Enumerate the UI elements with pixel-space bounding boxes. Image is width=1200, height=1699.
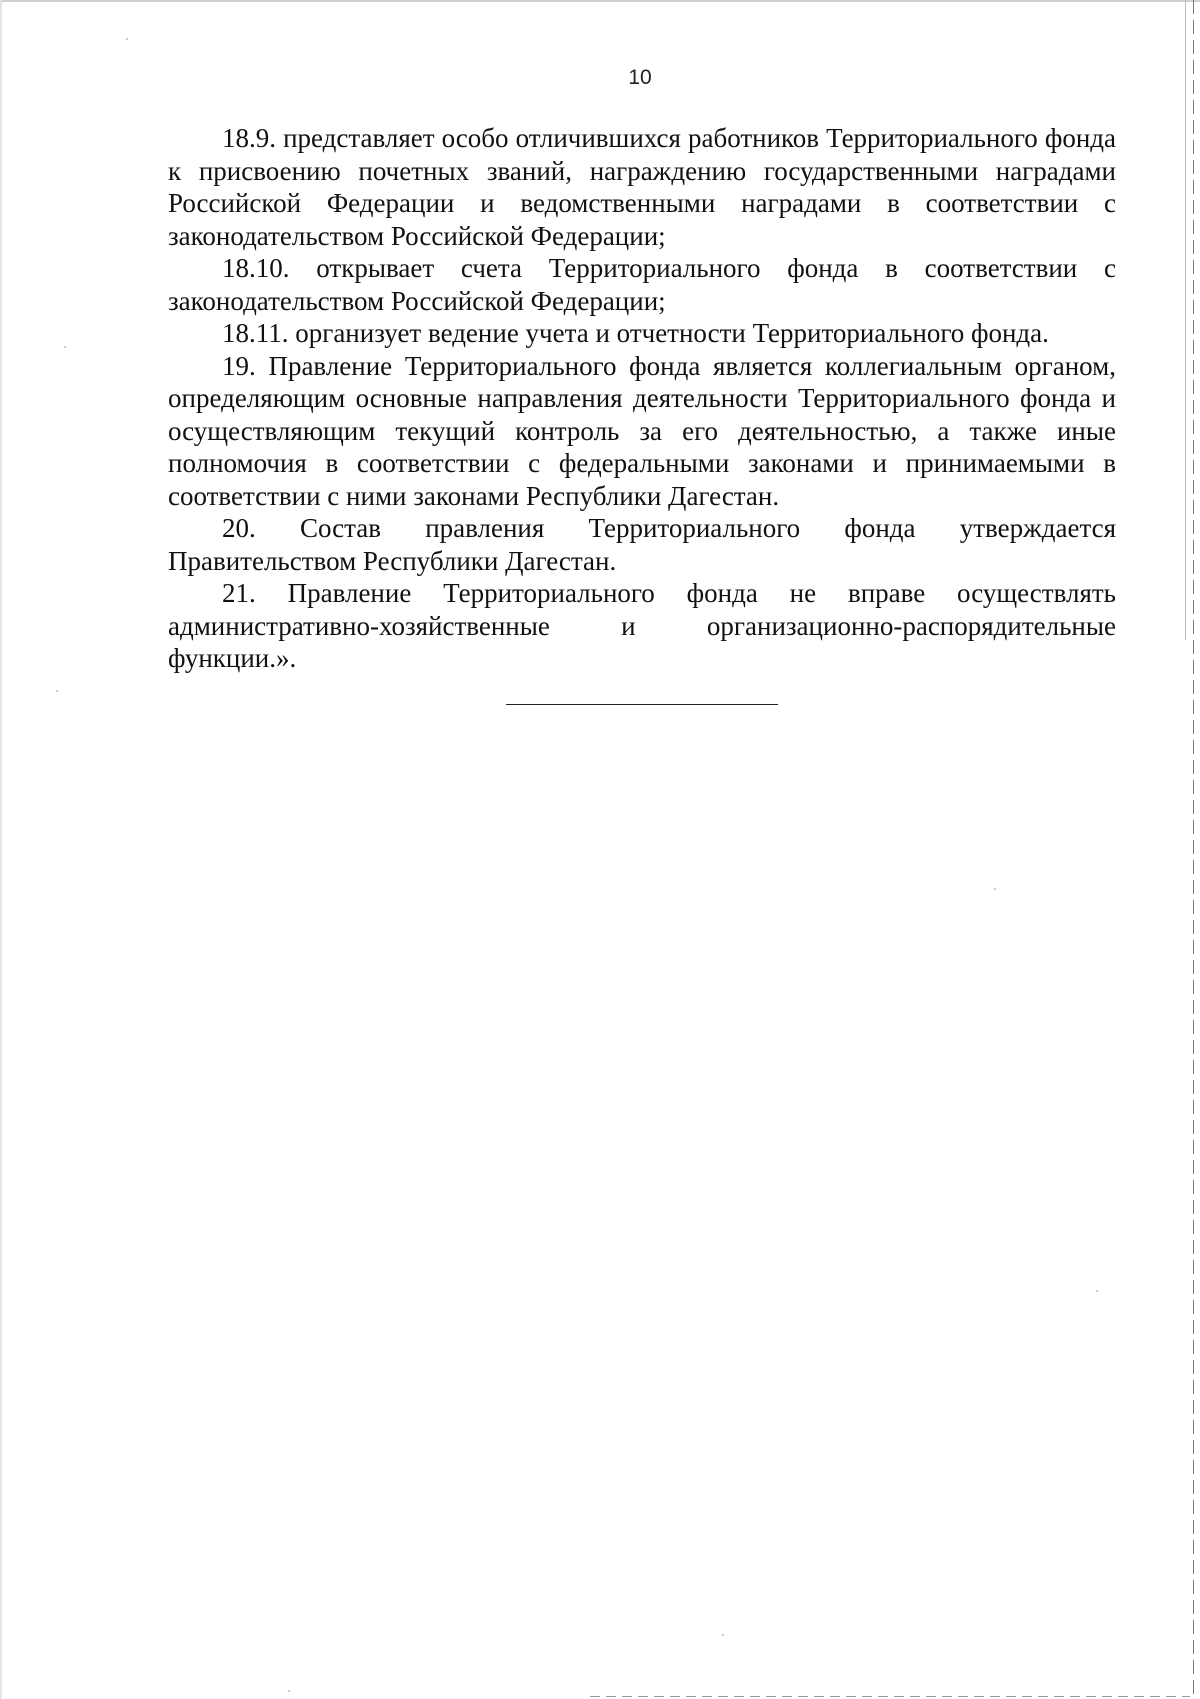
page-number: 10 [628, 66, 652, 89]
paragraph-19: 19. Правление Территориального фонда является коллегиальным органом, определяющим основные направления деятельности Территориального фонда и осуществляющим текущий контроль за его деятельностью, а также иные полномочия в соответствии с федеральными законами и принимаемыми в соответствии с ними законами Республики Дагестан. [168, 350, 1116, 511]
paragraph-20: 20. Состав правления Территориального фонда утверждается Правительством Республики Дагестан. [168, 513, 1116, 576]
paragraph-18-9: 18.9. представляет особо отличившихся работников Территориального фонда к присвоению почетных званий, награждению государственными наградами Российской Федерации и ведомственными наградами в соответствии с законодательством Российской Федерации; [168, 123, 1116, 251]
scan-speck [288, 1690, 290, 1692]
scan-edge-left [0, 0, 2, 1699]
scan-speck [994, 888, 996, 890]
scan-speck [126, 38, 128, 40]
end-of-document-rule [506, 704, 778, 705]
paragraph-18-11: 18.11. организует ведение учета и отчетности Территориального фонда. [222, 318, 1049, 348]
paragraph-18-10: 18.10. открывает счета Территориального фонда в соответствии с законодательством Российской Федерации; [168, 253, 1116, 316]
paragraph-21: 21. Правление Территориального фонда не вправе осуществлять административно-хозяйственные и организационно-распорядительные функции.». [168, 578, 1116, 673]
scan-speck [722, 1634, 724, 1636]
document-body [168, 122, 1116, 675]
scan-edge-right-inner [1185, 0, 1186, 640]
scan-speck [56, 690, 58, 692]
scan-speck [1096, 1290, 1098, 1292]
scan-speck [64, 346, 66, 348]
scan-edge-top [0, 0, 1200, 2]
scan-edge-right [1193, 0, 1194, 1699]
scan-edge-bottom [590, 1696, 1190, 1697]
